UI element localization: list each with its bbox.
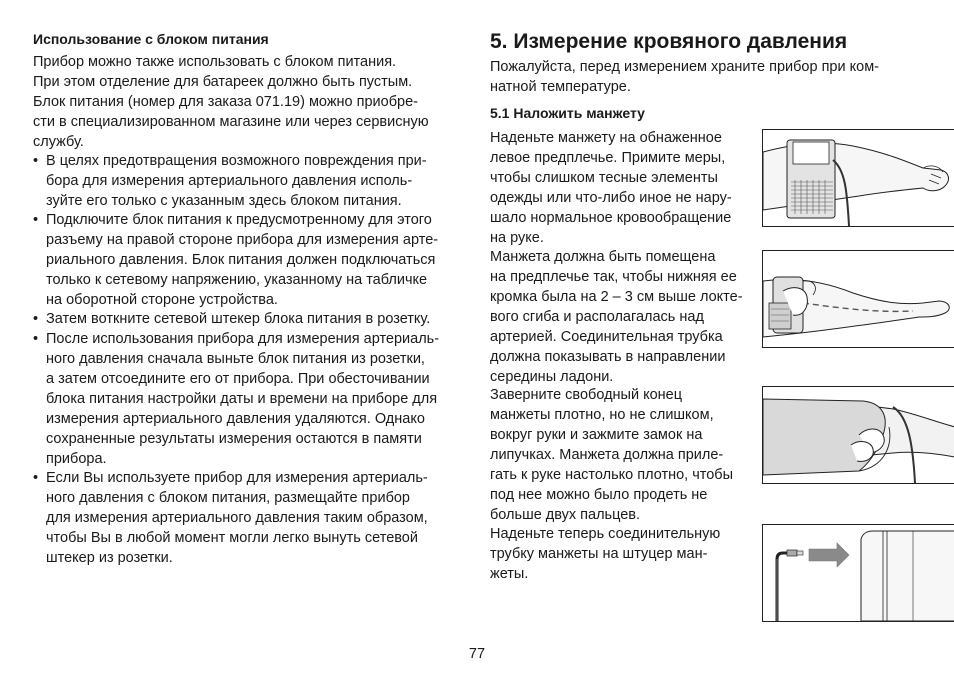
bullet-line: ного давления с блоком питания, размещайте прибор xyxy=(46,490,411,506)
paragraph-line: одежды или что-либо иное не нару- xyxy=(490,190,732,206)
paragraph-line: Наденьте теперь соединительную xyxy=(490,526,721,542)
bullet-line: блока питания настройки даты и времени на приборе для xyxy=(46,391,438,407)
bullet-line: измерения артериального давления удаляются. Однако xyxy=(46,411,425,427)
cuff-position-illustration xyxy=(762,250,954,348)
paragraph-line: больше двух пальцев. xyxy=(490,507,641,523)
paragraph-line: липучках. Манжета должна приле- xyxy=(490,447,724,463)
bullet-marker: • xyxy=(33,331,39,347)
bullet-line: разъему на правой стороне прибора для измерения арте- xyxy=(46,232,439,248)
bullet-line: бора для измерения артериального давления исполь- xyxy=(46,173,413,189)
paragraph-line: на предплечье так, чтобы нижняя ее xyxy=(490,269,737,285)
paragraph-line: жеты. xyxy=(490,566,529,582)
paragraph-line: Наденьте манжету на обнаженное xyxy=(490,130,722,146)
paragraph-line: гать к руке настолько плотно, чтобы xyxy=(490,467,734,483)
paragraph-line: Заверните свободный конец xyxy=(490,387,683,403)
intro-line: Прибор можно также использовать с блоком питания. xyxy=(33,54,397,70)
paragraph-line: шало нормальное кровообращение xyxy=(490,210,732,226)
paragraph-line: вого сгиба и располагалась над xyxy=(490,309,704,325)
bullet-line: зуйте его только с указанным здесь блоком питания. xyxy=(46,193,402,209)
bullet-line: а затем отсоедините его от прибора. При обесточивании xyxy=(46,371,430,387)
paragraph-line: артерией. Соединительная трубка xyxy=(490,329,723,345)
bullet-marker: • xyxy=(33,212,39,228)
paragraph-line: манжеты плотно, но не слишком, xyxy=(490,407,714,423)
bullet-line: После использования прибора для измерения артериаль- xyxy=(46,331,440,347)
bullet-line: Подключите блок питания к предусмотренному для этого xyxy=(46,212,432,228)
paragraph-line: середины ладони. xyxy=(490,369,614,385)
bullet-line: сохраненные результаты измерения остаются в памяти xyxy=(46,431,422,447)
bullet-line: Затем воткните сетевой штекер блока питания в розетку. xyxy=(46,311,431,327)
bullet-line: штекер из розетки. xyxy=(46,550,173,566)
paragraph-line: кромка была на 2 – 3 см выше локте- xyxy=(490,289,743,305)
paragraph-line: левое предплечье. Примите меры, xyxy=(490,150,726,166)
paragraph-line: вокруг руки и зажмите замок на xyxy=(490,427,703,443)
bullet-line: Если Вы используете прибор для измерения артериаль- xyxy=(46,470,428,486)
tube-connector-illustration xyxy=(762,524,954,622)
section-title-blood-pressure: 5. Измерение кровяного давления xyxy=(490,30,848,53)
subsection-heading-cuff: 5.1 Наложить манжету xyxy=(490,105,645,121)
bullet-line: на оборотной стороне устройства. xyxy=(46,292,278,308)
bullet-line: только к сетевому напряжению, указанному на табличке xyxy=(46,272,428,288)
bullet-line: риального давления. Блок питания должен подключаться xyxy=(46,252,436,268)
intro-line: службу. xyxy=(33,134,84,150)
bullet-line: чтобы Вы в любой момент могли легко вынуть сетевой xyxy=(46,530,418,546)
bullet-line: В целях предотвращения возможного повреждения при- xyxy=(46,153,427,169)
paragraph-line: должна показывать в направлении xyxy=(490,349,726,365)
intro-line: натной температуре. xyxy=(490,79,631,95)
bullet-marker: • xyxy=(33,470,39,486)
cuff-on-arm-illustration xyxy=(762,129,954,227)
bullet-line: для измерения артериального давления таким образом, xyxy=(46,510,428,526)
intro-line: Блок питания (номер для заказа 071.19) можно приобре- xyxy=(33,94,418,110)
paragraph-line: чтобы слишком тесные элементы xyxy=(490,170,718,186)
paragraph-line: Манжета должна быть помещена xyxy=(490,249,716,265)
bullet-marker: • xyxy=(33,311,39,327)
bullet-marker: • xyxy=(33,153,39,169)
paragraph-line: на руке. xyxy=(490,230,544,246)
bullet-line: ного давления сначала выньте блок питания из розетки, xyxy=(46,351,425,367)
intro-line: Пожалуйста, перед измерением храните прибор при ком- xyxy=(490,59,879,75)
paragraph-line: под нее можно было продеть не xyxy=(490,487,708,503)
cuff-wrap-illustration xyxy=(762,386,954,484)
intro-line: При этом отделение для батареек должно быть пустым. xyxy=(33,74,413,90)
intro-line: сти в специализированном магазине или через сервисную xyxy=(33,114,429,130)
section-heading-power-supply: Использование с блоком питания xyxy=(33,31,269,47)
page-number: 77 xyxy=(468,646,486,662)
paragraph-line: трубку манжеты на штуцер ман- xyxy=(490,546,708,562)
bullet-line: прибора. xyxy=(46,451,107,467)
